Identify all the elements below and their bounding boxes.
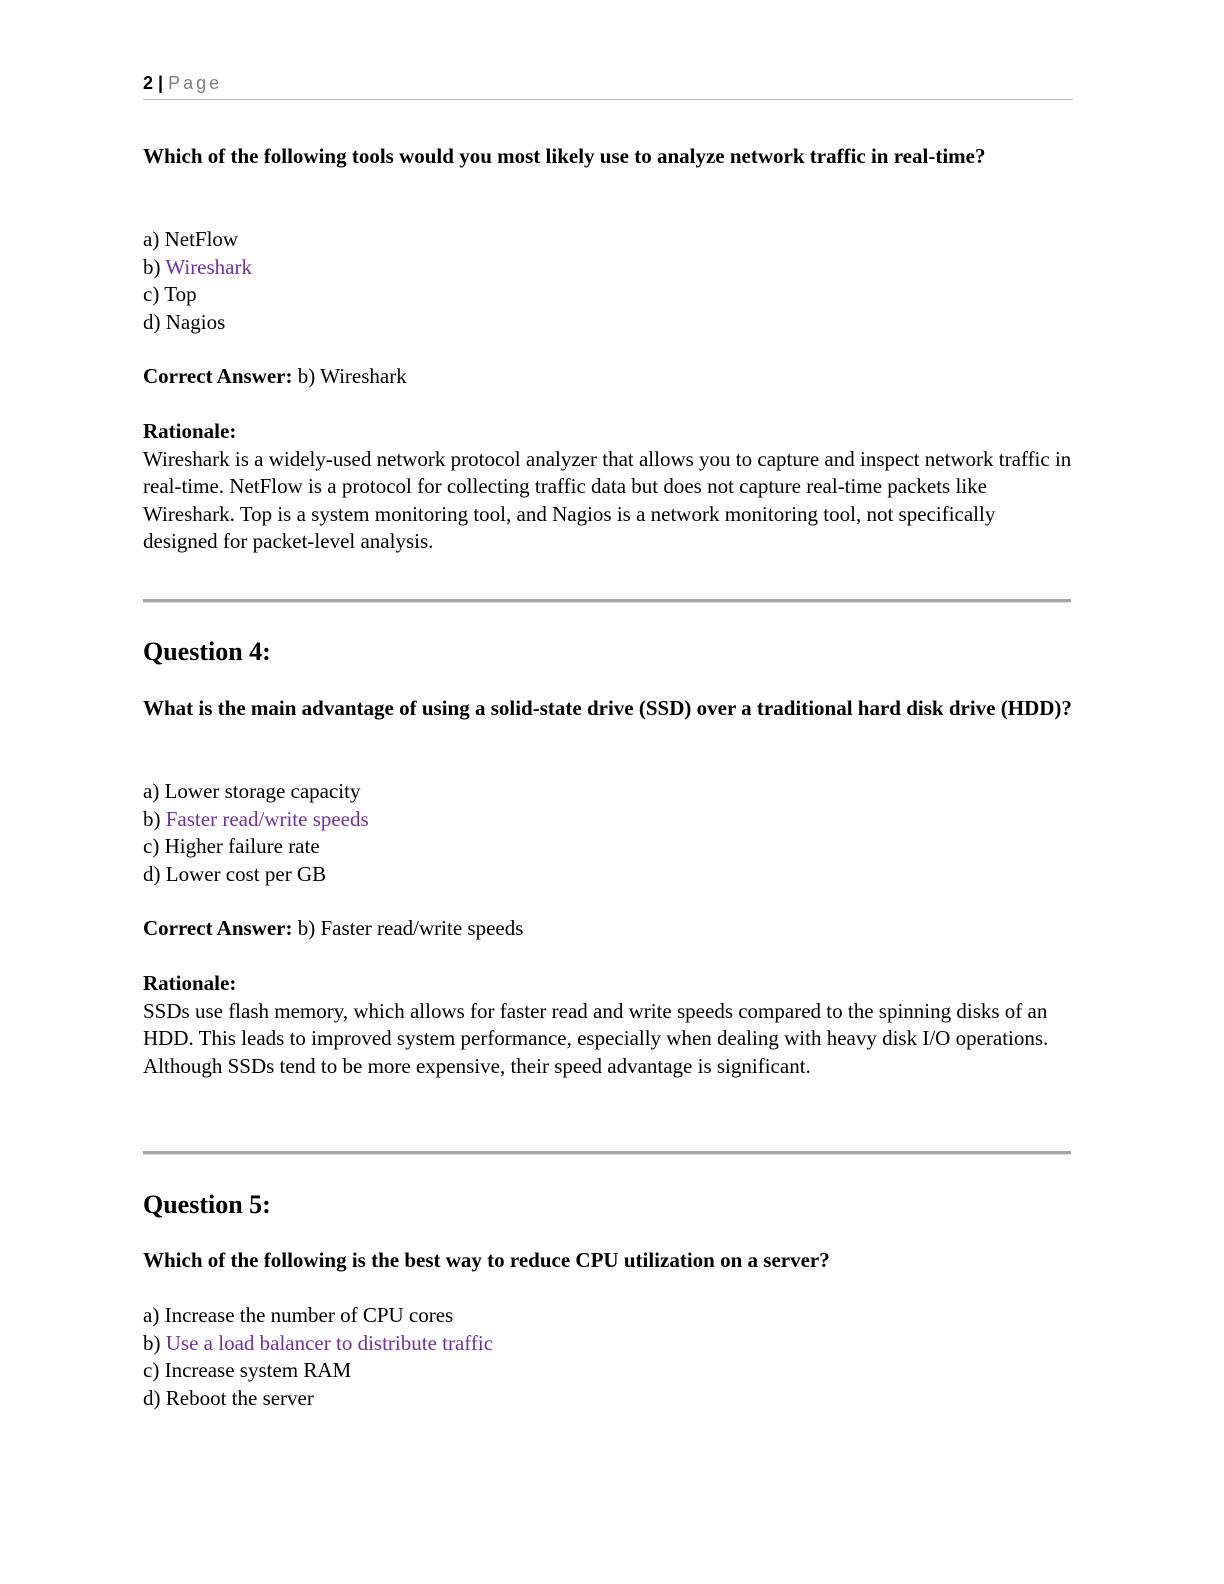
q4-correct-answer: Correct Answer: b) Faster read/write speeds bbox=[143, 916, 524, 940]
highlighted-answer: Use a load balancer to distribute traffic bbox=[165, 1330, 494, 1355]
question-heading: Question 4: bbox=[143, 637, 271, 666]
option-c: c) Higher failure rate bbox=[143, 834, 320, 858]
q4-heading-block bbox=[143, 636, 1073, 668]
question-heading: Question 5: bbox=[143, 1190, 271, 1219]
page-number: 2 bbox=[143, 73, 154, 93]
q5-options bbox=[143, 1302, 1073, 1412]
option-a: a) NetFlow bbox=[143, 227, 239, 251]
question-text: Which of the following tools would you most likely use to analyze network traffic in real-time? bbox=[143, 144, 986, 168]
q5-question-block bbox=[143, 1247, 1073, 1275]
q4-rationale bbox=[143, 970, 1073, 1080]
section-divider bbox=[143, 1151, 1071, 1155]
rationale-label: Rationale: bbox=[143, 971, 237, 995]
rationale-text: Wireshark is a widely-used network protocol analyzer that allows you to capture and inspect network traffic in real-time. NetFlow is a protocol for collecting traffic data but does not capture real-time packets like Wireshark. Top is a system monitoring tool, and Nagios is a network monitoring tool, not specifically designed for packet-level analysis. bbox=[143, 446, 1072, 553]
section-divider bbox=[143, 599, 1071, 603]
highlighted-answer: Faster read/write speeds bbox=[165, 806, 369, 831]
rationale-label: Rationale: bbox=[143, 419, 237, 443]
option-d: d) Lower cost per GB bbox=[143, 861, 327, 886]
option-b: b) Wireshark bbox=[143, 254, 252, 279]
option-c: c) Top bbox=[143, 282, 197, 306]
option-b: b) Faster read/write speeds bbox=[143, 806, 369, 831]
header-separator: | bbox=[158, 73, 164, 93]
q3-rationale bbox=[143, 418, 1073, 556]
q4-options bbox=[143, 778, 1073, 888]
highlighted-answer: Wireshark bbox=[165, 254, 252, 279]
rationale-text: SSDs use flash memory, which allows for faster read and write speeds compared to the spinning disks of an HDD. This leads to improved system performance, especially when dealing with heavy disk I/O operations. Although SSDs tend to be more expensive, their speed advantage is significant. bbox=[143, 998, 1049, 1078]
question-text: Which of the following is the best way to reduce CPU utilization on a server? bbox=[143, 1248, 830, 1272]
q3-question-block bbox=[143, 143, 1073, 171]
option-a: a) Lower storage capacity bbox=[143, 779, 361, 803]
page-word: Page bbox=[168, 73, 223, 93]
q4-question-block bbox=[143, 695, 1073, 723]
option-b: b) Use a load balancer to distribute traffic bbox=[143, 1330, 494, 1355]
page-header bbox=[143, 73, 1073, 100]
q3-correct-answer: Correct Answer: b) Wireshark bbox=[143, 364, 407, 388]
option-d: d) Reboot the server bbox=[143, 1385, 314, 1410]
q3-options bbox=[143, 226, 1073, 336]
option-a: a) Increase the number of CPU cores bbox=[143, 1303, 454, 1327]
option-c: c) Increase system RAM bbox=[143, 1358, 352, 1382]
q5-heading-block bbox=[143, 1189, 1073, 1221]
question-text: What is the main advantage of using a solid-state drive (SSD) over a traditional hard disk drive (HDD)? bbox=[143, 696, 1072, 720]
option-d: d) Nagios bbox=[143, 309, 226, 334]
